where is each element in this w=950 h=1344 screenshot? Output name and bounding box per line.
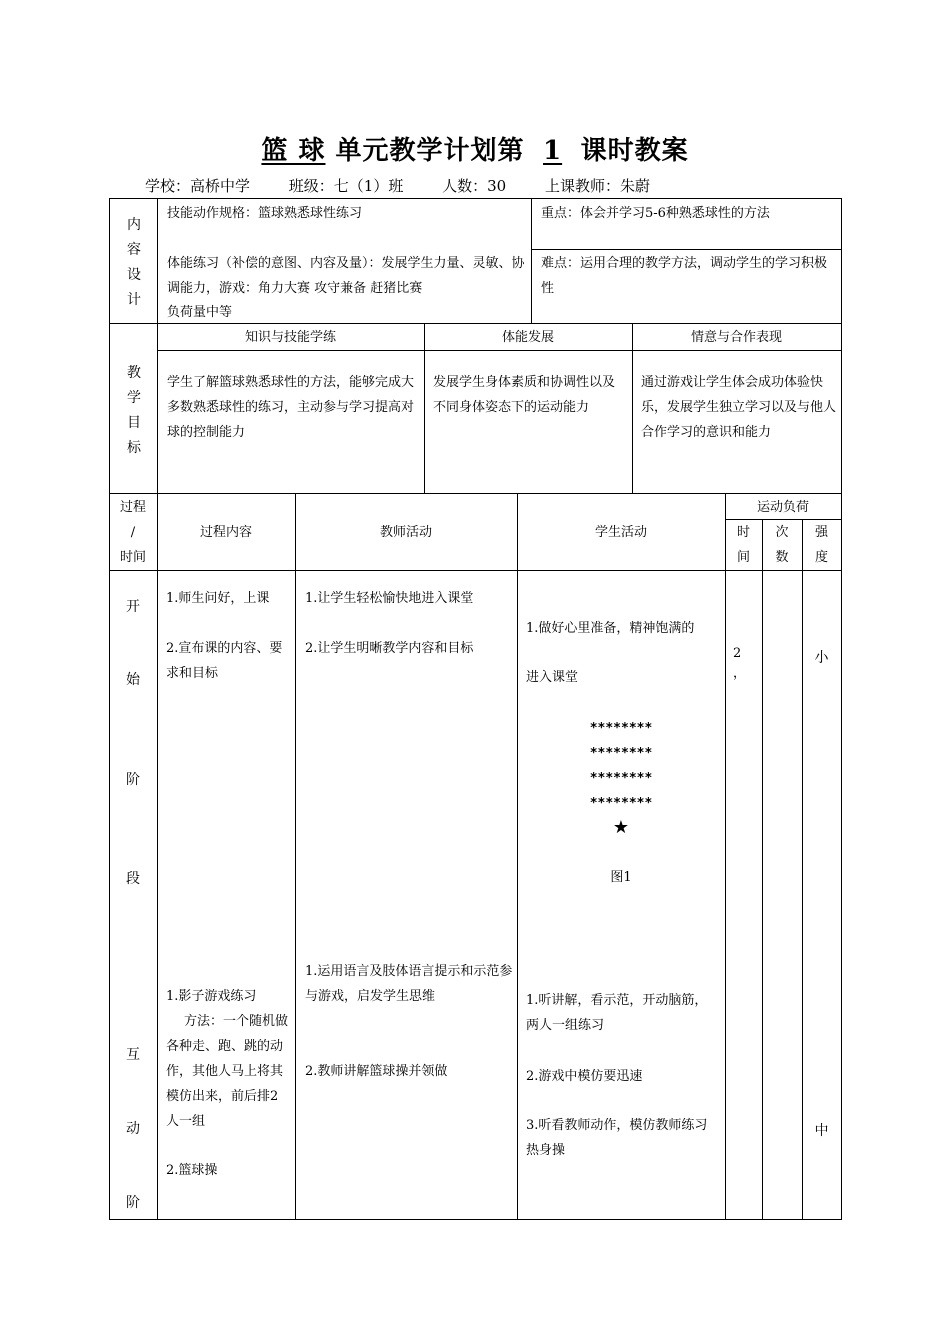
interact-student-2: 2.游戏中模仿要迅速 — [526, 1069, 643, 1084]
label-char: 互 — [126, 1047, 140, 1063]
load-amount: 负荷量中等 — [167, 305, 233, 320]
header-student: 学生活动 — [594, 525, 647, 540]
page-title — [0, 130, 950, 167]
class: 班级：七（1）班 — [288, 177, 404, 195]
header-time-1: 时 — [736, 525, 750, 540]
label-char: 阶 — [126, 1195, 140, 1211]
interact-student-1: 1.听讲解，看示范，开动脑筋，两人一组练习 — [526, 993, 708, 1033]
start-time: 2 — [733, 646, 742, 661]
formation-row: ******** — [589, 771, 653, 786]
label-char: 计 — [127, 292, 141, 308]
interact-intensity: 中 — [814, 1123, 829, 1139]
header-teacher: 教师活动 — [379, 525, 432, 540]
interact-content-method: 方法：一个随机做各种走、跑、跳的动作，其他人马上将其模仿出来，前后排2人一组 — [166, 1014, 289, 1129]
figure-caption: 图1 — [610, 870, 632, 885]
label-char: 设 — [127, 267, 141, 283]
stage-header-3: 时间 — [119, 550, 146, 565]
header-reps-2: 数 — [775, 550, 789, 565]
start-teacher-2: 2.让学生明晰教学内容和目标 — [305, 641, 474, 656]
interact-teacher-2: 2.教师讲解篮球操并领做 — [305, 1064, 448, 1079]
teacher-star-icon: ★ — [612, 817, 630, 838]
label-char: 教 — [127, 365, 141, 381]
school: 学校：高桥中学 — [145, 177, 251, 195]
stage-header-2: / — [130, 525, 136, 540]
title-number: 1 — [543, 136, 563, 166]
title-end: 课时教案 — [580, 136, 689, 166]
formation-row: ******** — [589, 721, 653, 736]
header-load: 运动负荷 — [756, 500, 809, 515]
goal-affect: 通过游戏让学生体会成功体验快乐，发展学生独立学习以及与他人合作学习的意识和能力 — [641, 375, 837, 440]
header-intensity-1: 强 — [814, 525, 828, 540]
label-char: 容 — [127, 242, 141, 258]
label-char: 段 — [126, 871, 140, 887]
start-content-1: 1.师生问好，上课 — [166, 591, 270, 606]
interact-student-3: 3.听看教师动作，模仿教师练习热身操 — [526, 1118, 708, 1158]
label-char: 始 — [126, 672, 140, 688]
start-teacher-1: 1.让学生轻松愉快地进入课堂 — [305, 591, 474, 606]
goal-header-knowledge: 知识与技能学练 — [244, 330, 336, 345]
title-subject: 篮 球 — [261, 136, 326, 166]
start-student-1: 1.做好心里准备，精神饱满的 — [526, 621, 695, 636]
label-char: 目 — [127, 415, 141, 431]
interact-content-2: 2.篮球操 — [166, 1163, 218, 1178]
start-content-2: 2.宣布课的内容、要求和目标 — [166, 641, 283, 681]
goal-header-fitness: 体能发展 — [501, 330, 554, 345]
goal-header-affect: 情意与合作表现 — [690, 330, 782, 345]
teacher-name: 上课教师：朱蔚 — [545, 177, 651, 195]
start-intensity: 小 — [814, 650, 829, 666]
label-char: 动 — [126, 1121, 140, 1137]
fitness-plan: 体能练习（补偿的意图、内容及量）：发展学生力量、灵敏、协调能力，游戏：角力大赛 攻守兼备 赶猪比赛 — [167, 256, 525, 296]
header-intensity-2: 度 — [814, 550, 828, 565]
formation-row: ******** — [589, 796, 653, 811]
header-content: 过程内容 — [199, 525, 252, 540]
formation-row: ******** — [589, 746, 653, 761]
student-count: 人数：30 — [442, 177, 507, 195]
interact-teacher-1: 1.运用语言及肢体语言提示和示范参与游戏，启发学生思维 — [305, 964, 513, 1004]
title-mid: 单元教学计划第 — [335, 136, 525, 166]
header-time-2: 间 — [736, 550, 750, 565]
label-char: 开 — [126, 599, 140, 615]
interact-content-1: 1.影子游戏练习 — [166, 989, 257, 1004]
lesson-meta — [145, 175, 684, 196]
start-student-1-cont: 进入课堂 — [526, 670, 579, 685]
goal-knowledge: 学生了解篮球熟悉球性的方法，能够完成大多数熟悉球性的练习，主动参与学习提高对球的控制能力 — [167, 375, 415, 440]
stage-header-1: 过程 — [119, 500, 146, 515]
label-char: 内 — [127, 217, 141, 233]
skill-spec: 技能动作规格：篮球熟悉球性练习 — [167, 206, 363, 221]
key-point: 重点：体会并学习5-6种熟悉球性的方法 — [541, 206, 770, 221]
label-char: 学 — [127, 390, 141, 406]
start-time-mark: ， — [733, 666, 747, 681]
label-char: 阶 — [126, 772, 140, 788]
header-reps-1: 次 — [775, 525, 789, 540]
difficulty: 难点：运用合理的教学方法，调动学生的学习积极性 — [541, 256, 828, 296]
goal-fitness: 发展学生身体素质和协调性以及不同身体姿态下的运动能力 — [433, 375, 616, 415]
label-char: 标 — [127, 440, 141, 456]
